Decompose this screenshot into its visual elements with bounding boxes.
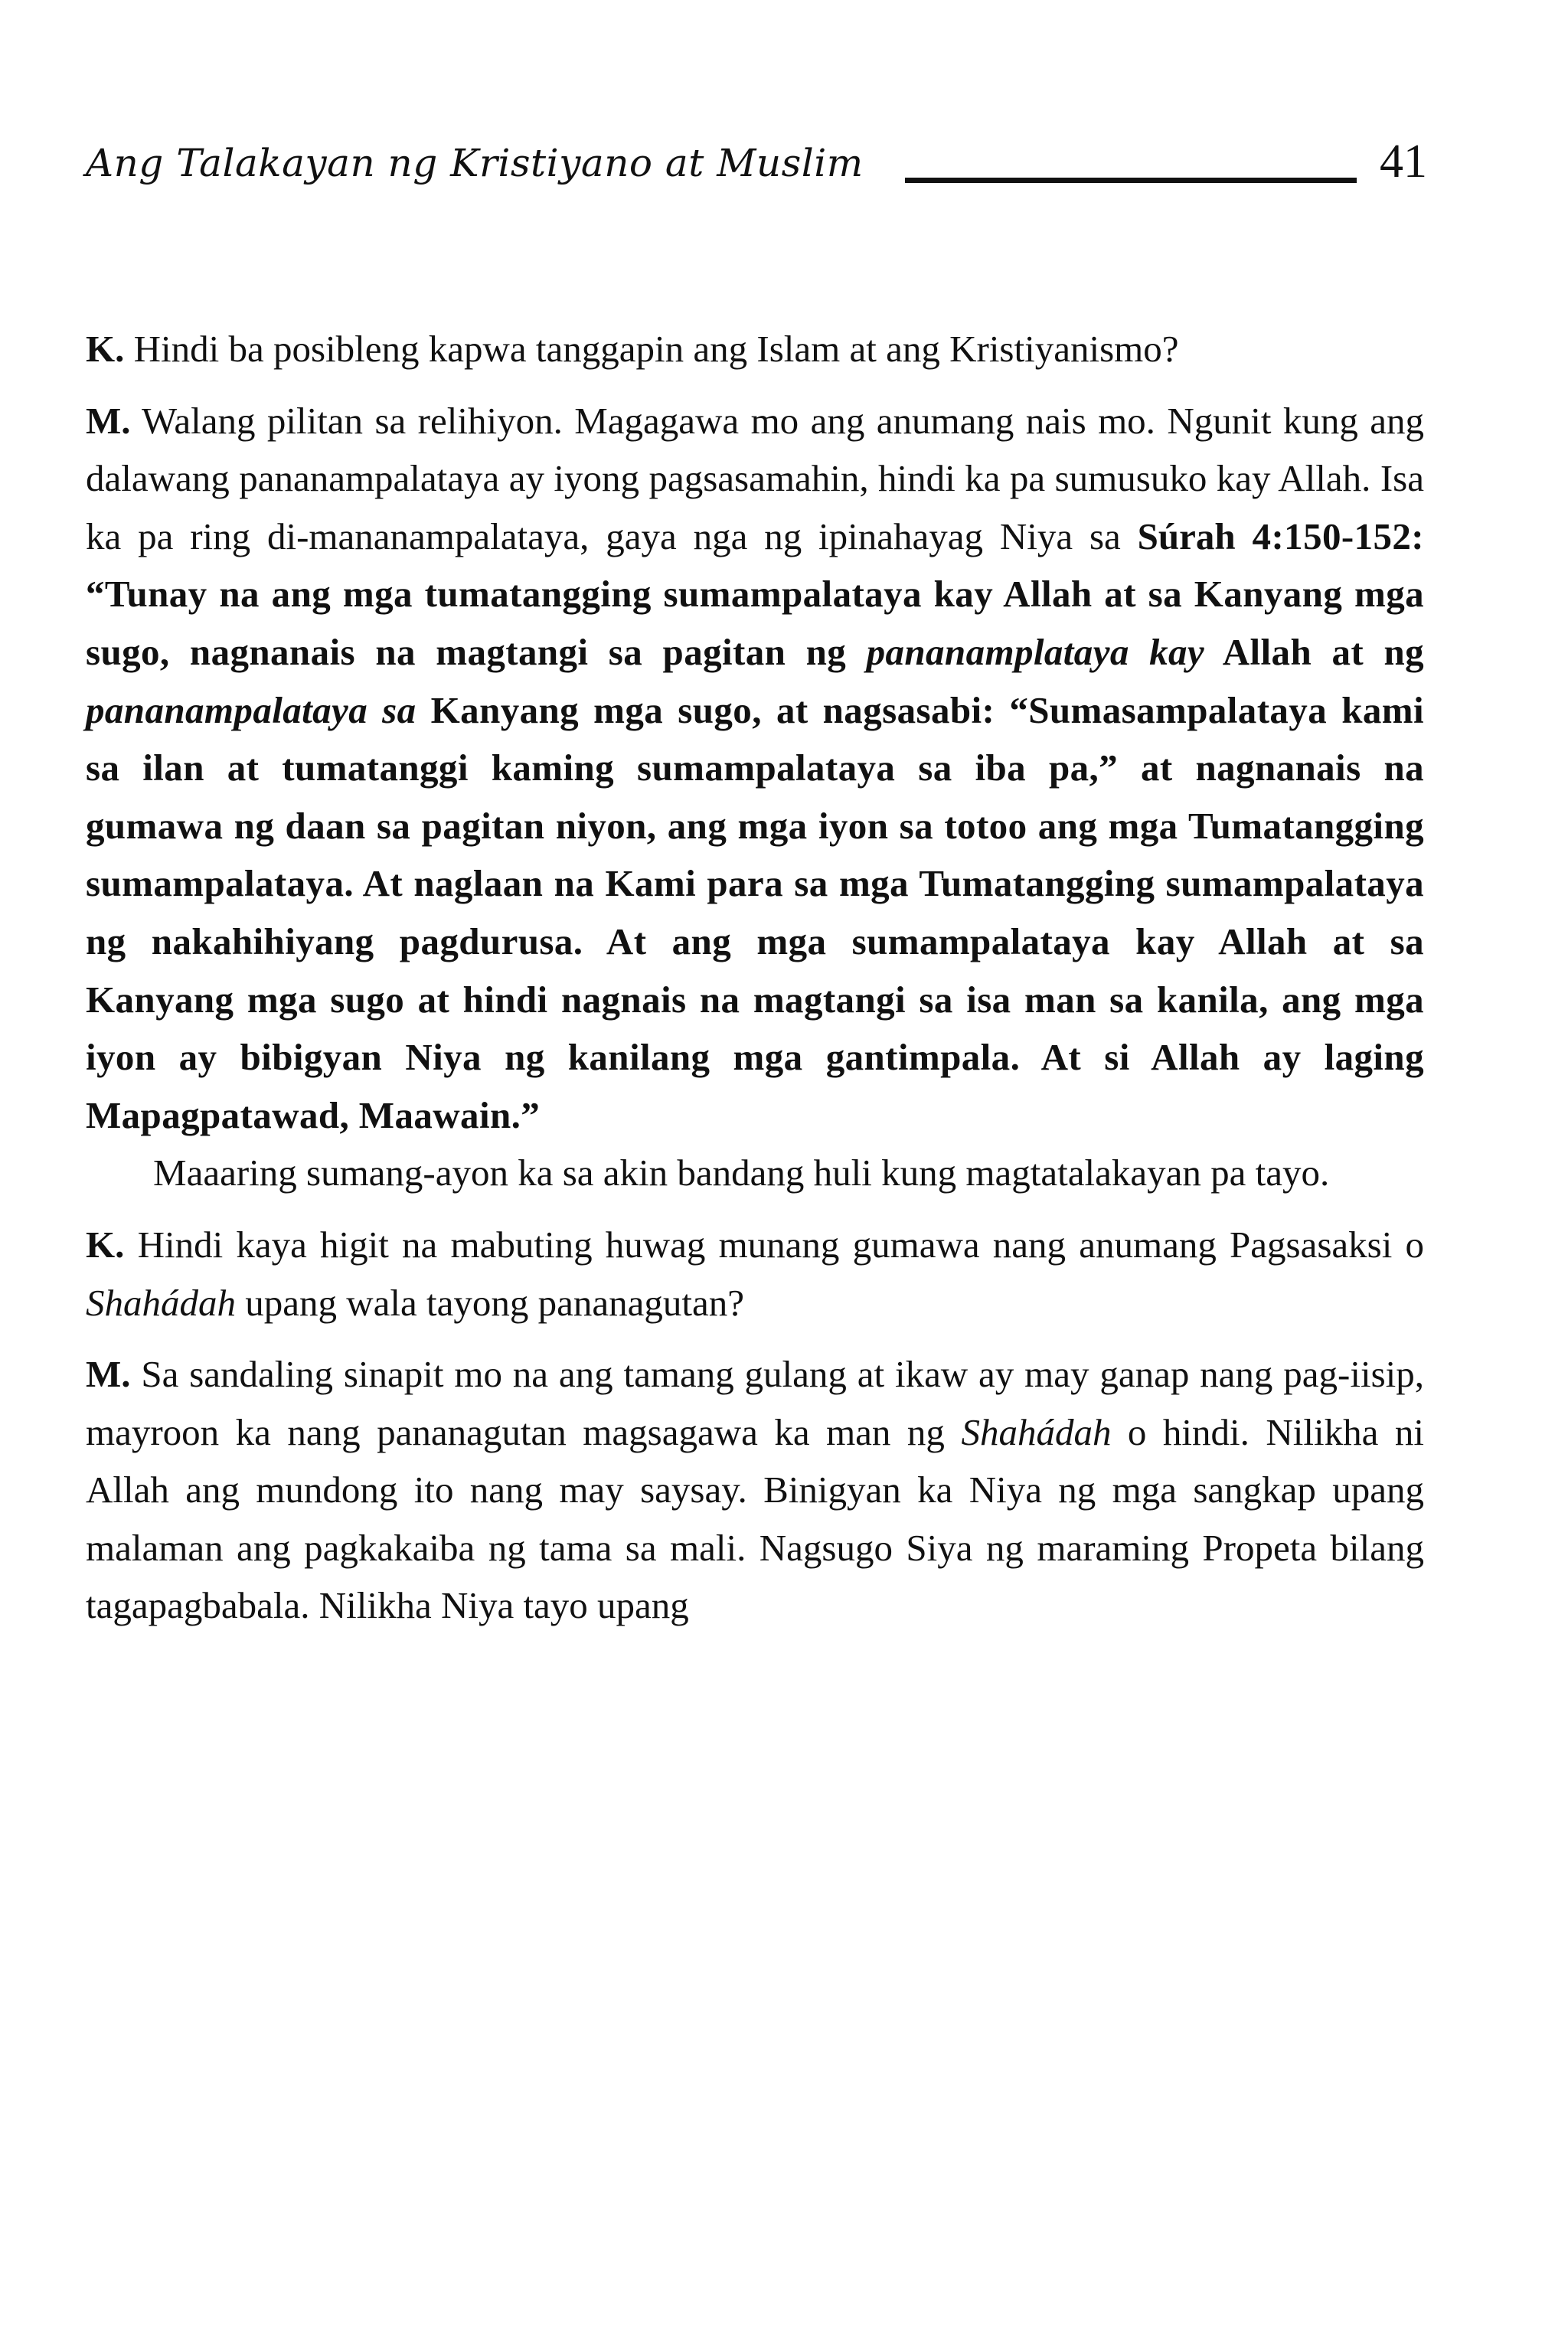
running-header-title: Ang Talakayan ng Kristiyano at Muslim xyxy=(86,141,864,185)
shahadah-term: Shahádah xyxy=(86,1281,236,1324)
quran-quote: Kanyang mga sugo, at nagsasabi: “Sumasampalataya kami sa ilan at tumatanggi kaming sumampalataya sa iba pa,” at nagnanais na gumawa ng daan sa pagitan niyon, ang mga iyon sa totoo ang mga Tumatangging sumampalataya. At naglaan na Kami para sa mga Tumatangging sumampalataya ng nakahihiyang pagdurusa. At ang mga sumampalataya kay Allah at sa Kanyang mga sugo at hindi nagnais na magtangi sa isa man sa kanila, ang mga iyon ay bibigyan Niya ng kanilang mga gantimpala. At si Allah ay laging Mapagpatawad, Maawain.” xyxy=(86,688,1424,1136)
running-header xyxy=(86,130,1456,214)
paragraph-answer-1 xyxy=(86,392,1424,1145)
paragraph-continuation xyxy=(86,1144,1424,1202)
paragraph-text: Hindi ba posibleng kapwa tanggapin ang Islam at ang Kristiyanismo? xyxy=(133,328,1179,370)
body-text xyxy=(86,320,1424,1635)
speaker-label-k: K. xyxy=(86,1223,125,1266)
header-rule xyxy=(905,178,1357,183)
quran-quote-italic: pananamplataya kay xyxy=(866,630,1205,673)
paragraph-answer-2 xyxy=(86,1345,1424,1635)
quran-quote: Allah at ng xyxy=(1204,630,1424,673)
paragraph-question-2 xyxy=(86,1216,1424,1332)
paragraph-text: Hindi kaya higit na mabuting huwag munang gumawa nang anumang Pagsasaksi o xyxy=(137,1223,1425,1266)
quran-quote: 4:150-152: “Tunay na ang mga tumatangging sumampalataya kay Allah at sa Kanyang mga sugo, nagnanais na magtangi sa pagitan ng xyxy=(86,515,1424,673)
speaker-label-m: M. xyxy=(86,1353,131,1396)
paragraph-text: Walang pilitan sa relihiyon. Magagawa mo ang anumang nais mo. Ngunit kung ang dalawang pananampalataya ay iyong pagsasamahin, hindi ka pa sumusuko kay Allah. Isa ka pa ring di-mananampalataya, gaya nga ng ipinahayag Niya sa xyxy=(86,399,1424,557)
paragraph-text: upang wala tayong pananagutan? xyxy=(236,1281,744,1324)
paragraph-question-1 xyxy=(86,320,1424,378)
paragraph-text: Sa sandaling sinapit mo na ang tamang gulang at ikaw ay may ganap nang pag-iisip, mayroon ka nang pananagutan magsagawa ka man ng xyxy=(86,1353,1424,1453)
speaker-label-m: M. xyxy=(86,399,131,442)
quran-quote-italic: pananampalataya sa xyxy=(86,688,416,731)
page-number: 41 xyxy=(1380,136,1427,188)
speaker-label-k: K. xyxy=(86,328,125,370)
paragraph-text: Maaaring sumang-ayon ka sa akin bandang huli kung magtatalakayan pa tayo. xyxy=(153,1152,1330,1194)
paragraph-text: o hindi. Nilikha ni Allah ang mundong ito nang may saysay. Binigyan ka Niya ng mga sangkap upang malaman ang pagkakaiba ng tama sa mali. Nagsugo Siya ng maraming Propeta bilang tagapagbabala. Nilikha Niya tayo upang xyxy=(86,1410,1424,1627)
surah-reference: Súrah xyxy=(1137,515,1236,557)
shahadah-term: Shahádah xyxy=(961,1410,1112,1453)
